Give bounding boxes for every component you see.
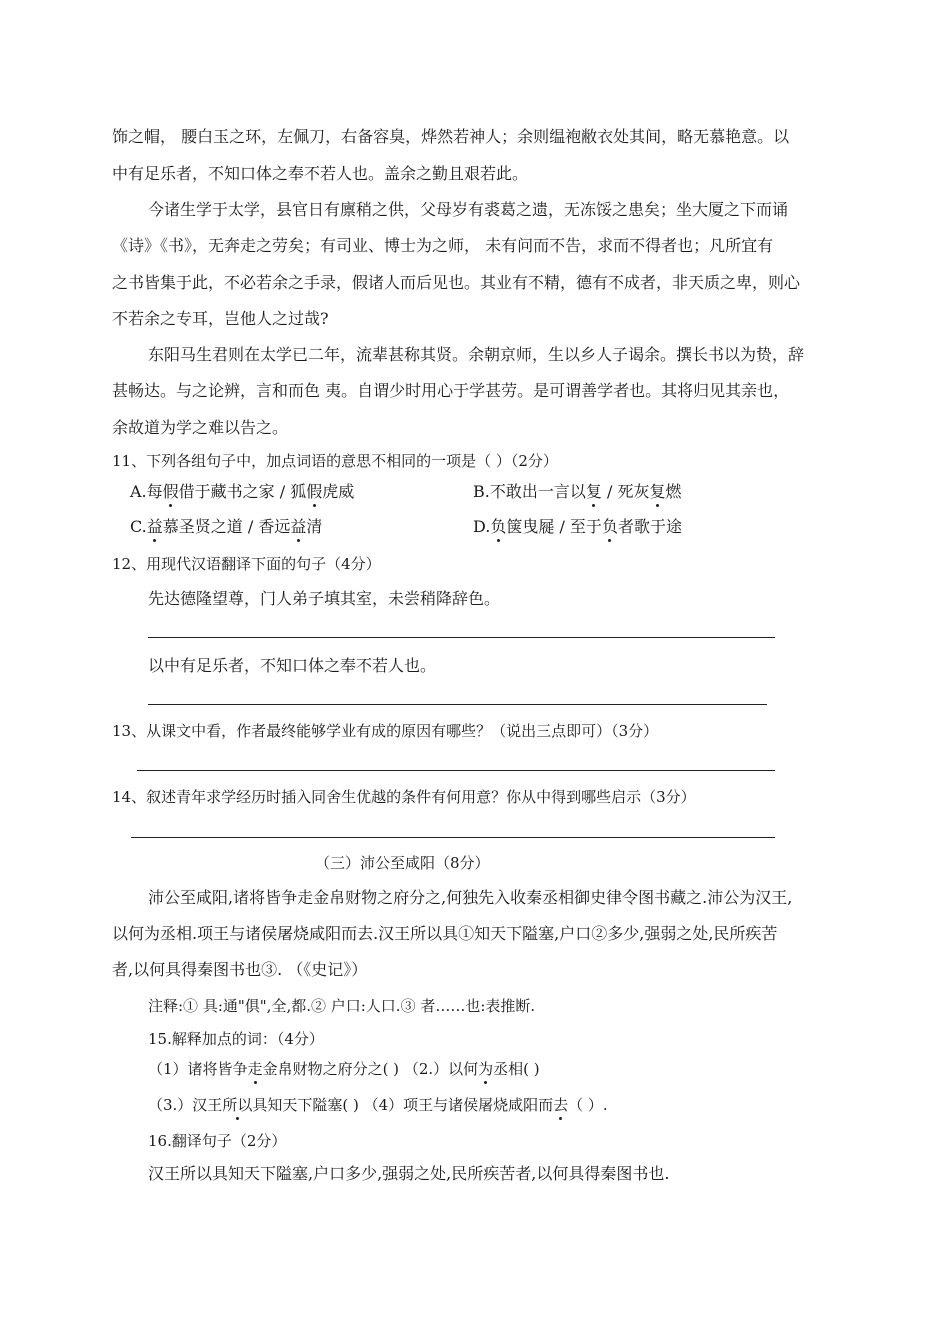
dotted-word: 去 xyxy=(553,1096,569,1114)
item-text: （ ）. xyxy=(568,1096,608,1114)
q15-stem: 15.解释加点的词：（4分） xyxy=(148,1030,324,1048)
q11-stem: 11、下列各组句子中，加点词语的意思不相同的一项是（ ）（2分） xyxy=(112,452,558,470)
option-text: C. xyxy=(130,517,147,536)
q16-stem: 16.翻译句子（2分） xyxy=(148,1132,287,1150)
q11-option-b xyxy=(473,482,681,502)
answer-line[interactable] xyxy=(131,837,775,838)
passage-line: 《诗》《书》，无奔走之劳矣；有司业、博士为之师， 未有问而不告，求而不得者也；凡所宜有 xyxy=(112,236,774,255)
dotted-word: 为 xyxy=(478,1060,494,1078)
section-title: （三）沛公至咸阳（8分） xyxy=(315,854,490,872)
annotation-note: 注释:① 具:通"俱",全,都.② 户口:人口.③ 者……也:表推断. xyxy=(148,997,536,1015)
q13-stem: 13、从课文中看，作者最终能够学业有成的原因有哪些？（说出三点即可）（3分） xyxy=(112,722,659,740)
q11-option-d xyxy=(473,517,682,537)
answer-line[interactable] xyxy=(137,770,775,771)
q15-row-2 xyxy=(148,1095,608,1115)
classical-text-line: 以何为丞相.项王与诸侯屠烧咸阳而去.汉王所以具①知天下隘塞,户口②多少,强弱之处,民所疾苦 xyxy=(112,924,778,943)
q12-stem: 12、用现代汉语翻译下面的句子（4分） xyxy=(112,555,381,573)
passage-line: 东阳马生君则在太学已二年，流辈甚称其贤。余朝京师，生以乡人子谒余。撰长书以为贽，辞 xyxy=(148,345,805,364)
option-text: B.不敢出一言以 xyxy=(473,482,586,501)
passage-line: 今诸生学于太学，县官日有廪稍之供，父母岁有裘葛之遗，无冻馁之患矣；坐大厦之下而诵 xyxy=(148,200,789,219)
dotted-word: 负 xyxy=(490,517,507,536)
dotted-word: 负 xyxy=(601,517,618,536)
option-text: D. xyxy=(473,517,491,536)
q12-sentence-2: 以中有足乐者，不知口体之奉不若人也。 xyxy=(148,656,437,675)
passage-line: 不若余之专耳，岂他人之过哉? xyxy=(112,309,329,328)
option-text: 虎威 xyxy=(322,482,355,501)
item-text: （4）项王与诸侯屠烧咸阳而 xyxy=(363,1096,554,1114)
answer-line[interactable] xyxy=(148,637,775,638)
item-text: （2.）以何 xyxy=(403,1060,479,1078)
answer-line[interactable] xyxy=(148,704,767,705)
dotted-word: 所以 xyxy=(222,1096,253,1114)
option-text: 者歌于途 xyxy=(617,517,682,536)
q11-option-a xyxy=(130,482,354,502)
classical-text-line: 者,以何具得秦图书也③. （《史记》） xyxy=(112,960,368,979)
q14-stem: 14、叙述青年求学经历时插入同舍生优越的条件有何用意？你从中得到哪些启示（3分） xyxy=(112,788,696,806)
passage-line: 中有足乐者，不知口体之奉不若人也。盖余之勤且艰若此。 xyxy=(112,164,529,183)
option-text: 清 xyxy=(306,517,323,536)
dotted-word: 复 xyxy=(649,482,666,501)
option-text: A.每 xyxy=(130,482,163,501)
q12-sentence-1: 先达德隆望尊，门人弟子填其室，未尝稍降辞色。 xyxy=(148,589,501,608)
dotted-word: 假 xyxy=(306,482,323,501)
option-text: / 死灰 xyxy=(601,482,650,501)
item-text: 金帛财物之府分之( ) xyxy=(262,1060,400,1078)
item-text: 丞相( ) xyxy=(493,1060,540,1078)
q11-option-c xyxy=(130,517,322,537)
dotted-word: 走 xyxy=(247,1060,263,1078)
passage-line: 余故道为学之难以告之。 xyxy=(112,418,289,437)
dotted-word: 复 xyxy=(585,482,602,501)
q15-row-1 xyxy=(148,1059,540,1079)
item-text: （3.）汉王 xyxy=(148,1096,223,1114)
option-text: 慕圣贤之道 / 香远 xyxy=(162,517,291,536)
option-text: 箧曳屣 / 至于 xyxy=(506,517,602,536)
passage-line: 之书皆集于此，不必若余之手录，假诸人而后见也。其业有不精，德有不成者，非天质之卑，则心 xyxy=(112,273,801,292)
option-text: 借于藏书之家 / 狐 xyxy=(178,482,307,501)
dotted-word: 益 xyxy=(290,517,307,536)
passage-line: 甚畅达。与之论辨，言和而色 夷。自谓少时用心于学甚劳。是可谓善学者也。其将归见其亲也， xyxy=(112,381,790,400)
dotted-word: 益 xyxy=(146,517,163,536)
dotted-word: 假 xyxy=(162,482,179,501)
passage-line: 饰之帽， 腰白玉之环，左佩刀，右备容臭，烨然若神人；余则缊袍敝衣处其间，略无慕艳意。以 xyxy=(112,127,790,146)
classical-text-line: 沛公至咸阳,诸将皆争走金帛财物之府分之,何独先入收秦丞相御史律令图书藏之.沛公为汉王, xyxy=(148,888,793,907)
option-text: 燃 xyxy=(665,482,682,501)
item-text: （1）诸将皆争 xyxy=(148,1060,248,1078)
item-text: 具知天下隘塞( ) xyxy=(252,1096,359,1114)
q16-sentence: 汉王所以具知天下隘塞,户口多少,强弱之处,民所疾苦者,以何具得秦图书也. xyxy=(148,1164,670,1183)
